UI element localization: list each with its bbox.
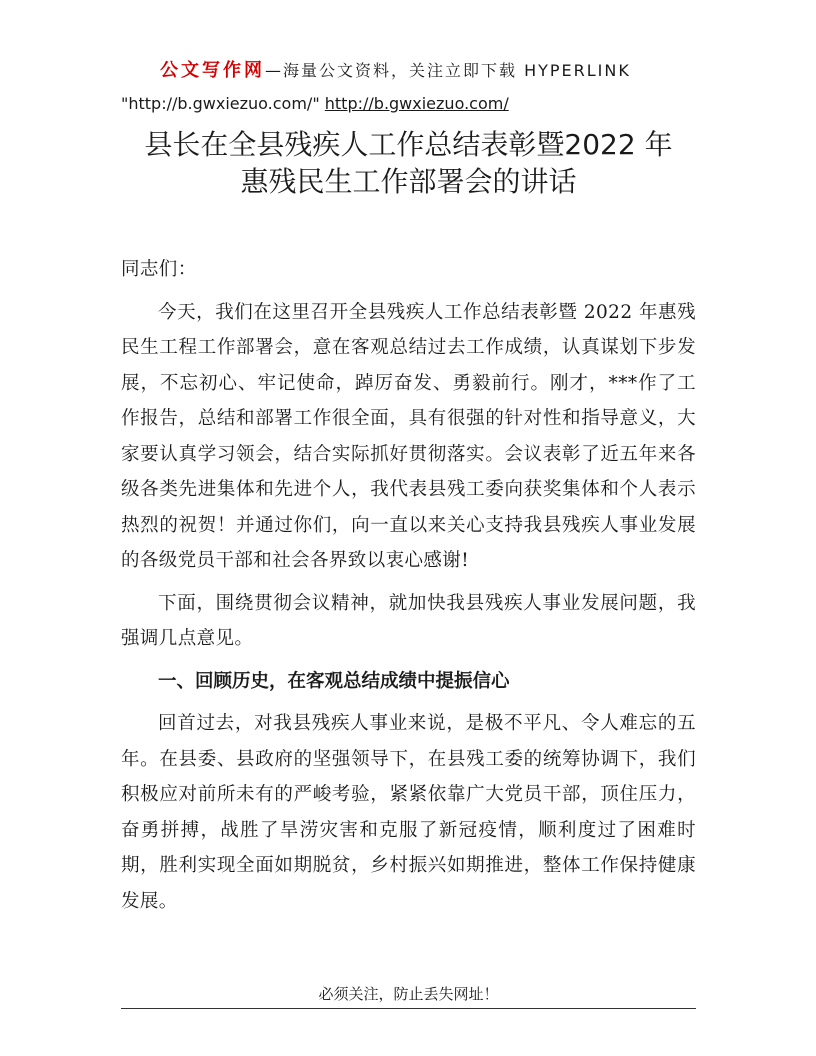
header-tagline: —海量公文资料，关注立即下载 HYPERLINK	[265, 61, 631, 80]
section-1-paragraph: 回首过去，对我县残疾人事业来说，是极不平凡、令人难忘的五年。在县委、县政府的坚强领导下，在县残工委的统筹协调下，我们积极应对前所未有的严峻考验，紧紧依靠广大党员干部，顶住压力，奋勇拼搏，战胜了旱涝灾害和克服了新冠疫情，顺利度过了困难时期，胜利实现全面如期脱贫，乡村振兴如期推进，整体工作保持健康发展。	[121, 713, 696, 912]
document-body	[121, 252, 696, 926]
website-link[interactable]: http://b.gwxiezuo.com/	[324, 94, 509, 113]
header-link-line	[121, 94, 701, 118]
footer-divider	[121, 1008, 696, 1009]
salutation: 同志们：	[121, 259, 197, 280]
header-banner	[160, 56, 700, 86]
paragraph-transition: 下面，围绕贯彻会议精神，就加快我县残疾人事业发展问题，我强调几点意见。	[121, 592, 696, 649]
paragraph-intro: 今天，我们在这里召开全县残疾人工作总结表彰暨 2022 年惠残民生工程工作部署会，意在客观总结过去工作成绩，认真谋划下步发展，不忘初心、牢记使命，踔厉奋发、勇毅前行。刚才，***作了工作报告，总结和部署工作很全面，具有很强的针对性和指导意义，大家要认真学习领会，结合实际抓好贯彻落实。会议表彰了近五年来各级各类先进集体和先进个人，我代表县残工委向获奖集体和个人表示热烈的祝贺！并通过你们，向一直以来关心支持我县残疾人事业发展的各级党员干部和社会各界致以衷心感谢!	[121, 301, 696, 571]
document-title	[121, 126, 696, 200]
footer-notice: 必须关注，防止丢失网址！	[318, 985, 499, 1003]
section-heading-1: 一、回顾历史，在客观总结成绩中提振信心	[158, 670, 510, 692]
title-line-1: 县长在全县残疾人工作总结表彰暨2022 年	[144, 128, 673, 161]
brand-name[interactable]: 公文写作网	[160, 60, 265, 81]
title-line-2: 惠残民生工作部署会的讲话	[240, 165, 577, 198]
hyperlink-code: "http://b.gwxiezuo.com/"	[121, 94, 320, 113]
